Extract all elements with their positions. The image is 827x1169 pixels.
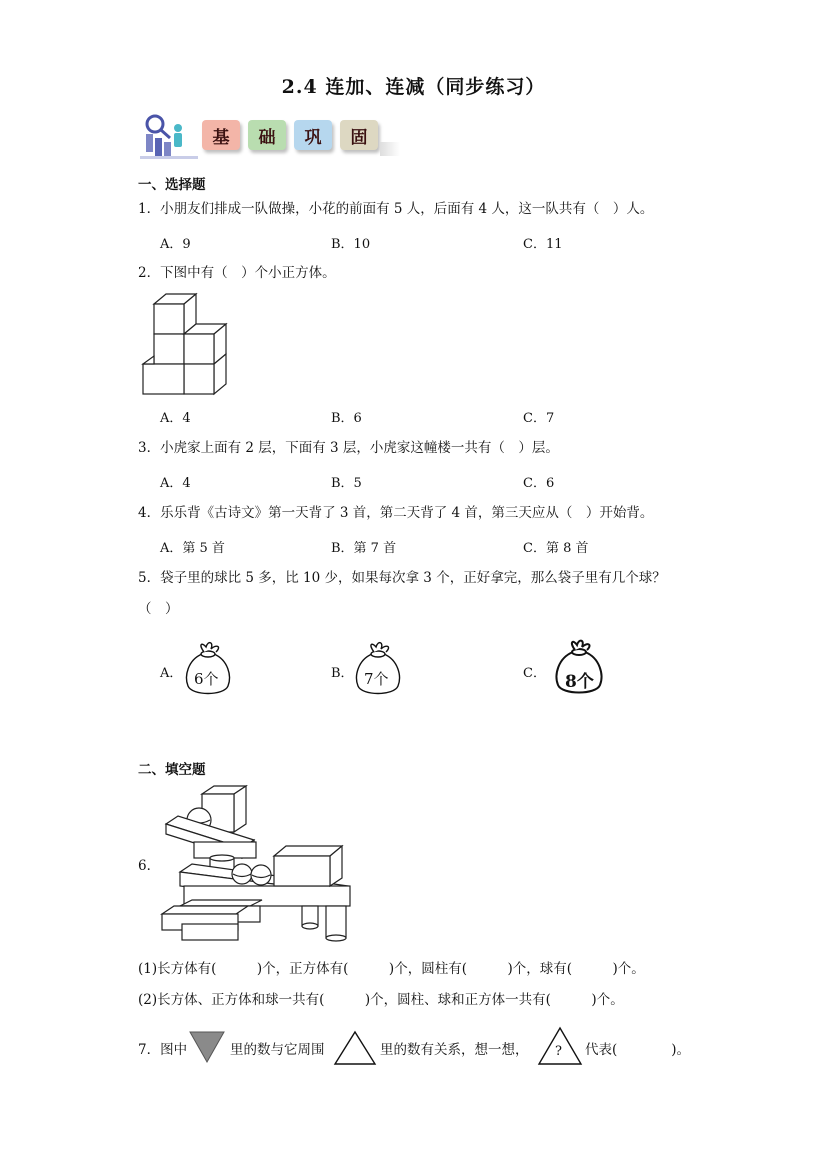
inverted-gray-triangle-icon: [188, 1030, 226, 1064]
q7-text-post: 代表( )。: [585, 1042, 691, 1058]
q1-option-a: A．9: [160, 237, 191, 252]
q6-line-1: (1)长方体有( )个，正方体有( )个，圆柱有( )个，球有( )个。: [138, 961, 645, 977]
q3-option-b: B．5: [331, 476, 362, 491]
question-6-number: 6．: [138, 858, 161, 874]
q4-option-c: C．第 8 首: [523, 541, 589, 556]
bag-label-a: 6个: [194, 670, 219, 688]
q1-option-b: B．10: [331, 237, 371, 252]
q3-option-a: A．4: [160, 476, 191, 491]
q5-option-a: A．: [160, 666, 183, 681]
banner-char-2: 础: [248, 120, 286, 150]
q1-option-c: C．11: [523, 237, 563, 252]
magnifier-people-icon: [140, 112, 198, 162]
q3-option-c: C．6: [523, 476, 555, 491]
q6-line-2: (2)长方体、正方体和球一共有( )个，圆柱、球和正方体一共有( )个。: [138, 992, 624, 1008]
q7-text-pre: 7．图中: [138, 1042, 188, 1058]
q7-text-mid2: 里的数有关系，想一想，: [380, 1042, 529, 1058]
blocks-figure: [158, 782, 354, 944]
q2-option-c: C．7: [523, 411, 555, 426]
q7-text-mid1: 里的数与它周围: [230, 1042, 325, 1058]
q5-bag-c: [550, 637, 608, 697]
question-mark: ?: [555, 1044, 562, 1059]
question-3: 3．小虎家上面有 2 层，下面有 3 层，小虎家这幢楼一共有（ ）层。: [138, 440, 559, 456]
section-heading-fill: 二、填空题: [138, 762, 206, 778]
outline-triangle-icon: [333, 1030, 377, 1066]
question-5: 5．袋子里的球比 5 多，比 10 少，如果每次拿 3 个，正好拿完，那么袋子里有几个球？: [138, 570, 666, 586]
question-2: 2．下图中有（ ）个小正方体。: [138, 265, 336, 281]
q2-option-a: A．4: [160, 411, 191, 426]
q5-option-c: C．: [523, 666, 546, 681]
question-4: 4．乐乐背《古诗文》第一天背了 3 首，第二天背了 4 首，第三天应从（ ）开始背。: [138, 505, 654, 521]
q4-option-a: A．第 5 首: [160, 541, 225, 556]
q2-option-b: B．6: [331, 411, 362, 426]
bag-label-c: 8个: [565, 672, 594, 692]
question-1: 1．小朋友们排成一队做操，小花的前面有 5 人，后面有 4 人，这一队共有（ ）人。: [138, 201, 654, 217]
banner-char-4: 固: [340, 120, 378, 150]
page-title: 2.4 连加、连减（同步练习）: [281, 76, 546, 98]
q5-option-b: B．: [331, 666, 354, 681]
q5-bag-b: [350, 640, 406, 698]
q5-answer-paren: （ ）: [138, 601, 179, 617]
banner: [140, 112, 400, 162]
section-heading-choice: 一、选择题: [138, 177, 206, 193]
bag-label-b: 7个: [364, 670, 389, 688]
q4-option-b: B．第 7 首: [331, 541, 397, 556]
q5-bag-a: [180, 640, 236, 698]
banner-char-1: 基: [202, 120, 240, 150]
cube-stack-figure: [138, 290, 230, 398]
banner-char-3: 巩: [294, 120, 332, 150]
banner-fade: [380, 142, 400, 156]
